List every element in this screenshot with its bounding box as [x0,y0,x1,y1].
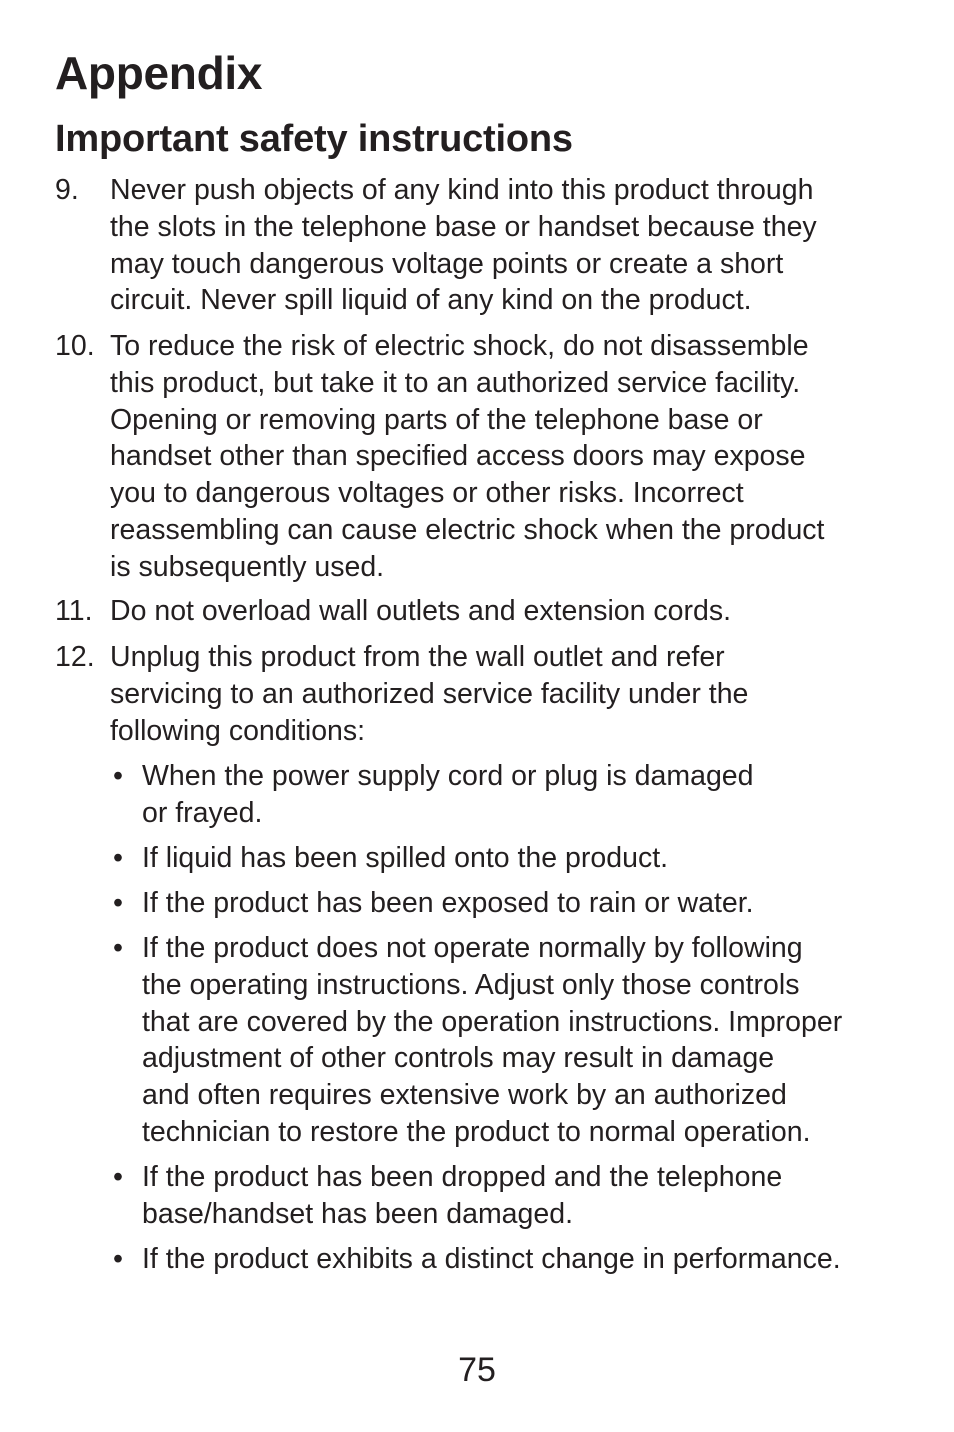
text-line: following conditions: [110,714,366,747]
bullet-icon: • [113,842,123,874]
text-line: the operating instructions. Adjust only those controls [142,968,800,1001]
item-number: 11. [55,595,93,627]
bullet-icon: • [113,1161,123,1193]
page-number: 75 [458,1351,496,1389]
bullet-icon: • [113,760,123,792]
bullet-icon: • [113,932,123,964]
text-line: If the product does not operate normally by following [142,932,803,964]
item-text [110,639,905,749]
text-line: and often requires extensive work by an authorized [142,1079,787,1112]
item-number: 10. [55,330,95,362]
text-line: circuit. Never spill liquid of any kind on the product. [110,284,752,317]
list-item-11 [55,593,905,630]
item-number: 12. [55,641,95,673]
bullet-icon: • [113,1243,123,1275]
bullet-text [142,758,903,832]
text-line: If the product has been exposed to rain or water. [142,887,754,919]
text-line: If the product exhibits a distinct change in performance. [142,1243,841,1275]
text-line: Opening or removing parts of the telephone base or [110,403,763,436]
bullet-item [113,885,903,922]
list-item-10 [55,328,905,586]
bullet-text [142,930,903,1151]
bullet-text [142,1159,903,1233]
text-line: adjustment of other controls may result in damage [142,1042,775,1075]
text-line: you to dangerous voltages or other risks. Incorrect [110,477,744,510]
text-line: that are covered by the operation instructions. Improper [142,1005,843,1038]
chapter-title: Appendix [55,47,263,99]
bullet-icon: • [113,887,123,919]
bullet-text [142,885,903,922]
list-item-9 [55,172,905,319]
bullet-item [113,1241,903,1278]
text-line: or frayed. [142,796,263,829]
text-line: handset other than specified access doors may expose [110,440,806,473]
text-line: Unplug this product from the wall outlet and refer [110,641,725,673]
text-line: technician to restore the product to normal operation. [142,1115,811,1148]
bullet-item [113,930,903,1151]
text-line: If liquid has been spilled onto the product. [142,842,669,874]
text-line: If the product has been dropped and the telephone [142,1161,783,1193]
item-text [110,172,905,319]
item-text [110,328,905,586]
bullet-text [142,840,903,877]
text-line: Never push objects of any kind into this product through [110,174,814,206]
text-line: When the power supply cord or plug is damaged [142,760,754,792]
bullet-text [142,1241,903,1278]
bullet-item [113,758,903,832]
item-number: 9. [55,174,79,206]
text-line: servicing to an authorized service facility under the [110,677,749,710]
text-line: base/handset has been damaged. [142,1197,574,1230]
list-item-12 [55,639,905,749]
text-line: may touch dangerous voltage points or create a short [110,247,784,280]
bullet-item [113,840,903,877]
text-line: is subsequently used. [110,550,385,583]
text-line: the slots in the telephone base or handset because they [110,210,817,243]
item-text [110,593,905,630]
section-title: Important safety instructions [55,118,573,160]
text-line: this product, but take it to an authorized service facility. [110,366,801,399]
text-line: Do not overload wall outlets and extension cords. [110,595,732,627]
text-line: To reduce the risk of electric shock, do not disassemble [110,330,809,362]
text-line: reassembling can cause electric shock when the product [110,513,825,546]
bullet-item [113,1159,903,1233]
